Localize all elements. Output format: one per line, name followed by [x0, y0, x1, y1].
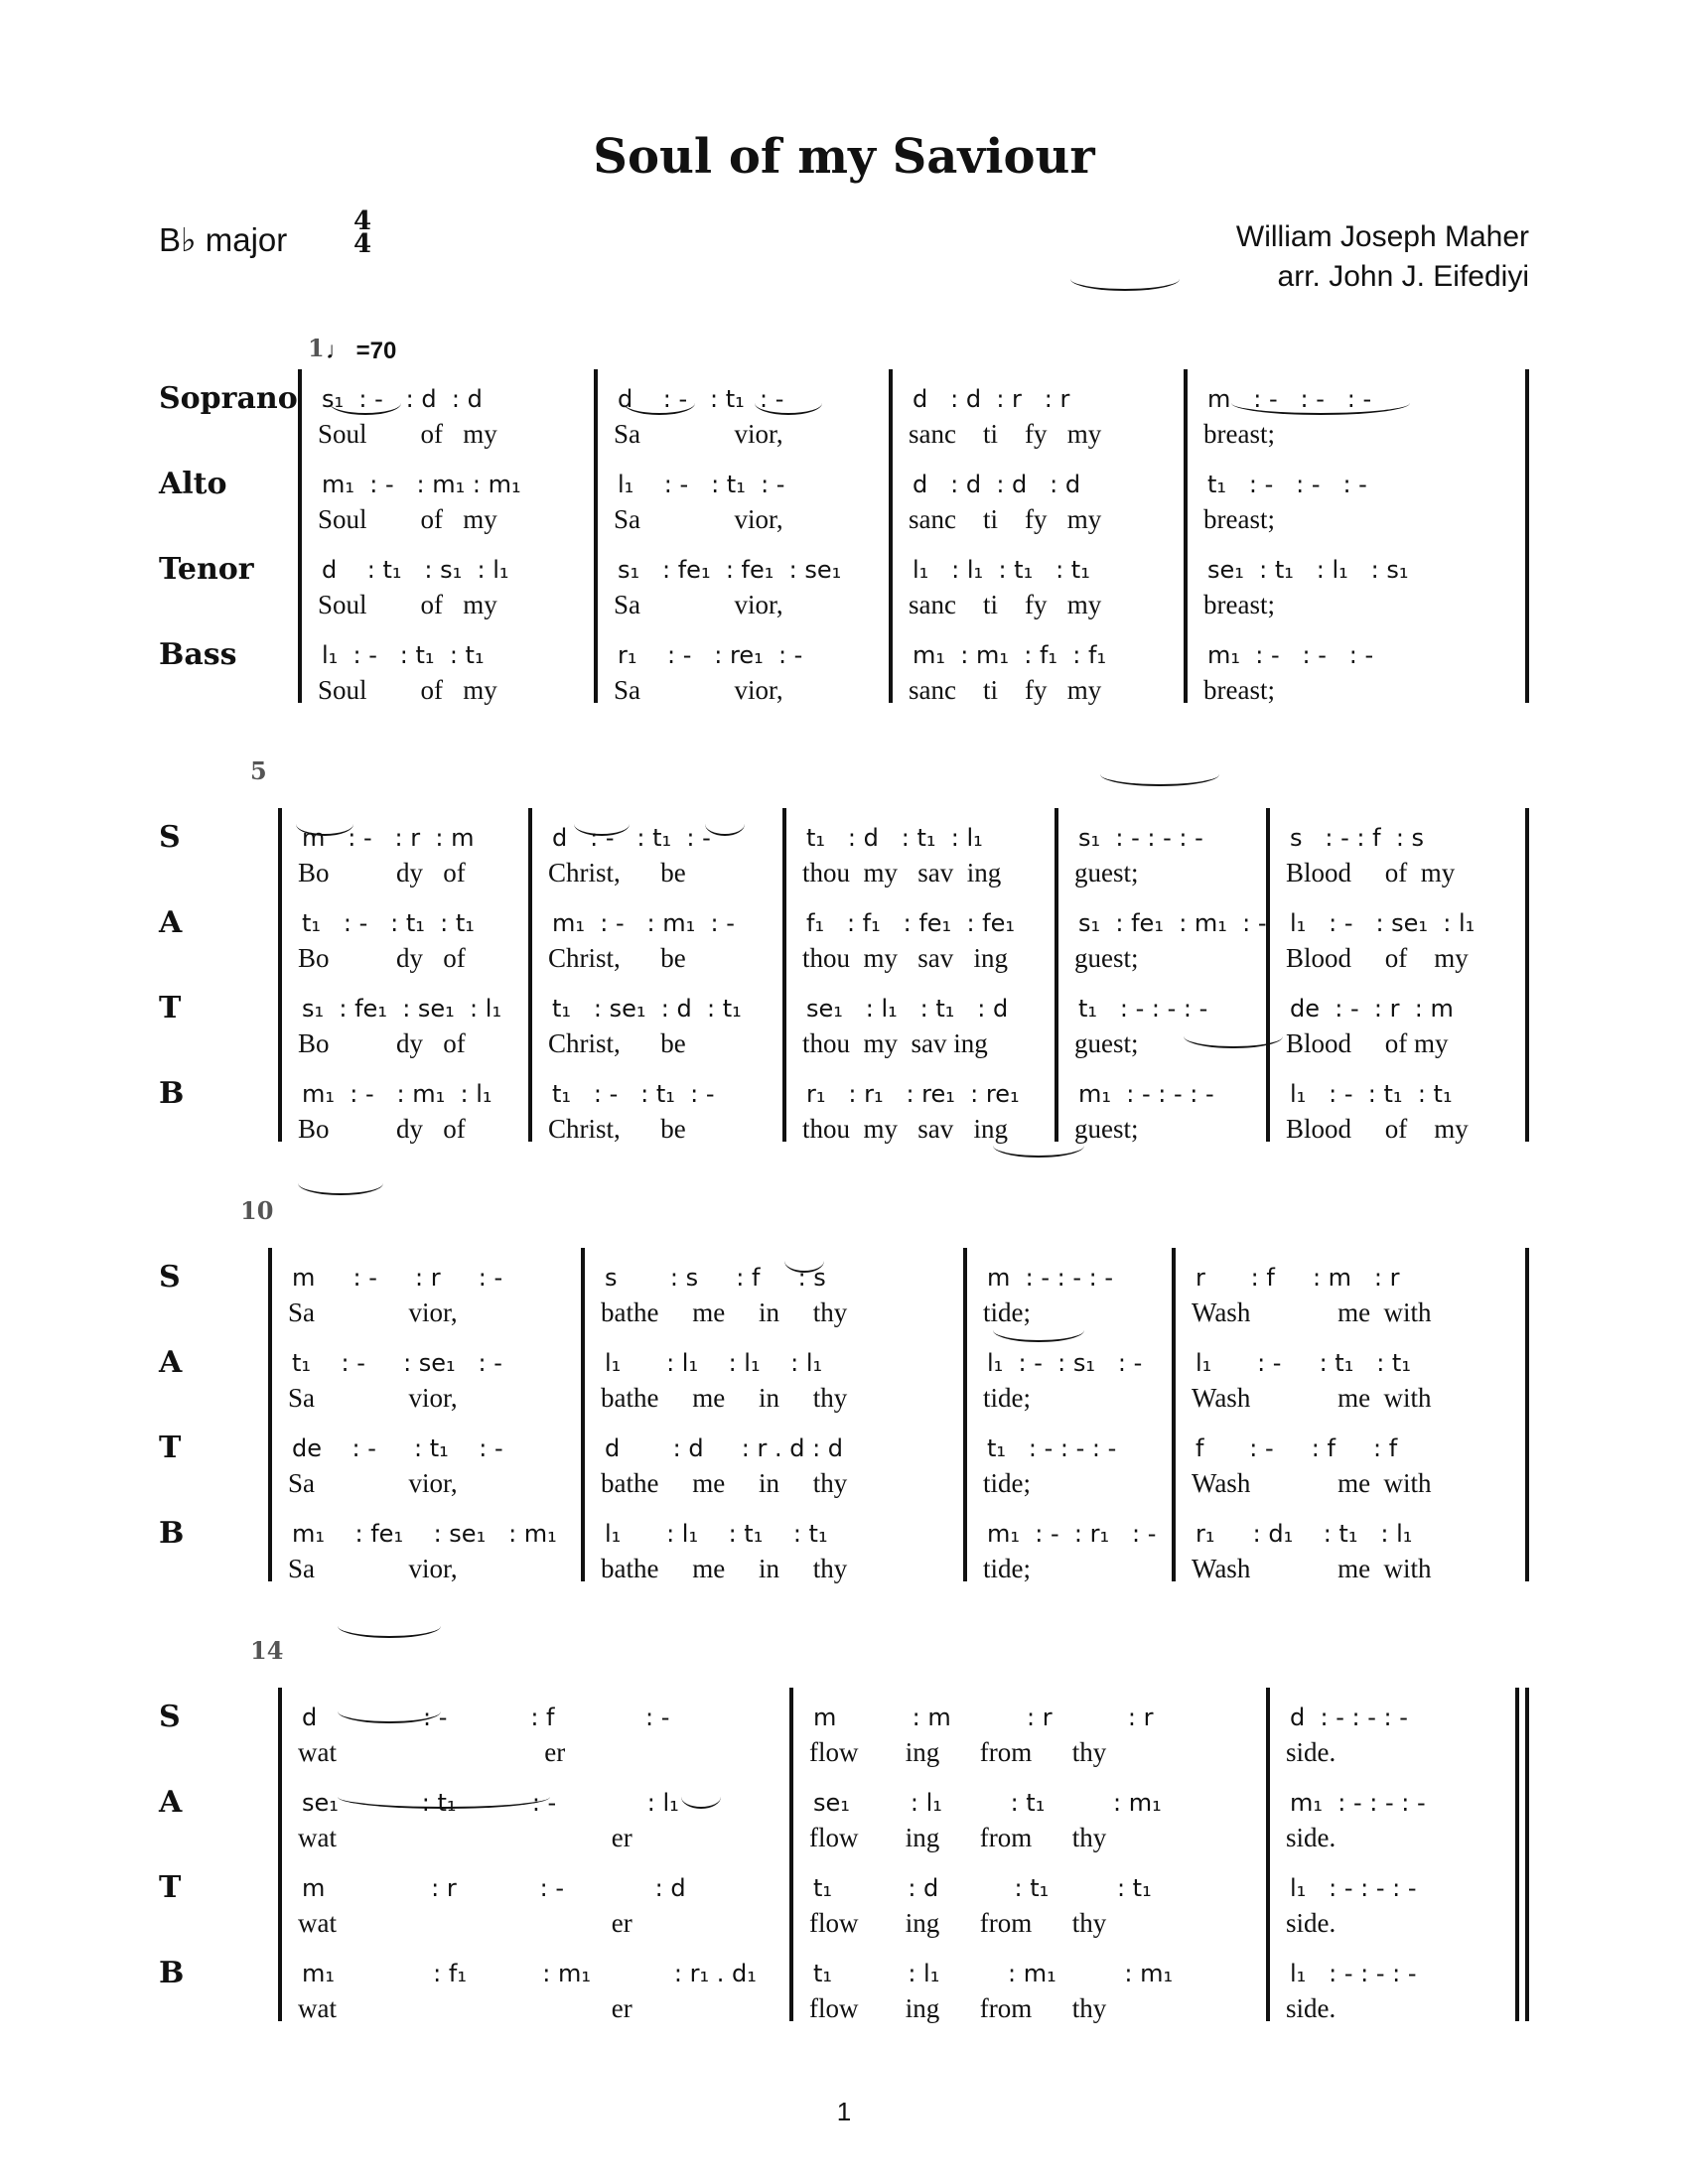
slur [330, 403, 401, 415]
composer: William Joseph Maher [1235, 220, 1529, 253]
barline [782, 808, 786, 1142]
lyric: Sa vior, [614, 504, 783, 534]
measure-number: 1 [308, 334, 325, 362]
lyric: Sa vior, [288, 1297, 458, 1327]
solfa-notes: m : - : r : m [302, 824, 475, 852]
slur [993, 1146, 1084, 1158]
lyric: tide; [983, 1468, 1031, 1498]
solfa-notes: m : - : r : - [292, 1264, 503, 1292]
lyric: Bo dy of [298, 943, 466, 973]
barline [298, 369, 302, 703]
solfa-notes: s₁ : fe₁ : se₁ : l₁ [302, 995, 502, 1023]
measure-number: 10 [240, 1196, 274, 1225]
lyric: sanc ti fy my [909, 504, 1102, 534]
solfa-notes: s : - : f : s [1290, 824, 1425, 852]
lyric: bathe me in thy [601, 1383, 848, 1413]
lyric: thou my sav ing [802, 943, 1008, 973]
barline [1266, 808, 1270, 1142]
barline [1515, 1688, 1519, 2021]
solfa-notes: t₁ : - : t₁ : - [552, 1080, 715, 1108]
measure-number: 14 [250, 1636, 284, 1665]
solfa-notes: t₁ : d : t₁ : t₁ [813, 1874, 1152, 1902]
voice-label: B [159, 1076, 185, 1111]
solfa-notes: d : - : - : - [1290, 1704, 1408, 1731]
solfa-notes: m : m : r : r [813, 1704, 1154, 1731]
solfa-notes: d : d : r . d : d [605, 1434, 844, 1462]
lyric: Christ, be [548, 1114, 686, 1144]
page-number: 1 [836, 2097, 852, 2126]
solfa-notes: l₁ : - : t₁ : t₁ [322, 641, 485, 669]
lyric: Wash me with [1192, 1554, 1432, 1583]
solfa-notes: l₁ : - : t₁ : t₁ [1196, 1349, 1411, 1377]
lyric: wat er [298, 1737, 566, 1767]
lyric: guest; [1074, 943, 1139, 973]
solfa-notes: m₁ : - : m₁ : - [552, 909, 735, 937]
lyric: wat er [298, 1993, 633, 2023]
barline [278, 1688, 282, 2021]
barline [594, 369, 598, 703]
time-signature [353, 206, 372, 259]
lyric: Sa vior, [288, 1383, 458, 1413]
solfa-notes: m : - : - : - [987, 1264, 1114, 1292]
solfa-notes: s₁ : - : - : - [1078, 824, 1203, 852]
barline [1525, 369, 1529, 703]
lyric: wat er [298, 1823, 633, 1852]
lyric: sanc ti fy my [909, 590, 1102, 619]
lyric: side. [1286, 1993, 1336, 2023]
time-signature-bottom: 4 [353, 229, 372, 259]
voice-label: B [159, 1956, 185, 1990]
lyric: bathe me in thy [601, 1468, 848, 1498]
voice-label: T [159, 1431, 182, 1465]
voice-label: A [159, 1785, 183, 1820]
solfa-notes: m₁ : - : - : - [1207, 641, 1374, 669]
solfa-notes: m₁ : - : - : - [1078, 1080, 1214, 1108]
solfa-notes: t₁ : - : - : - [1078, 995, 1208, 1023]
lyric: Sa vior, [614, 590, 783, 619]
lyric: Wash me with [1192, 1297, 1432, 1327]
lyric: Bo dy of [298, 1028, 466, 1058]
solfa-notes: s : s : f : s [605, 1264, 826, 1292]
solfa-notes: t₁ : d : t₁ : l₁ [806, 824, 983, 852]
slur [705, 824, 745, 836]
barline [1184, 369, 1188, 703]
lyric: thou my sav ing [802, 1028, 988, 1058]
lyric: guest; [1074, 1114, 1139, 1144]
solfa-notes: t₁ : l₁ : m₁ : m₁ [813, 1960, 1174, 1987]
voice-label: T [159, 1870, 182, 1905]
solfa-notes: l₁ : - : t₁ : - [618, 471, 785, 498]
solfa-notes: t₁ : se₁ : d : t₁ [552, 995, 742, 1023]
final-barline [1525, 1688, 1529, 2021]
lyric: thou my sav ing [802, 858, 1002, 887]
lyric: Soul of my [318, 590, 497, 619]
solfa-notes: t₁ : - : - : - [987, 1434, 1117, 1462]
voice-label: Bass [159, 637, 237, 672]
lyric: guest; [1074, 858, 1139, 887]
solfa-notes: l₁ : l₁ : t₁ : t₁ [913, 556, 1090, 584]
lyric: side. [1286, 1737, 1336, 1767]
lyric: Bo dy of [298, 1114, 466, 1144]
lyric: Soul of my [318, 419, 497, 449]
lyric: tide; [983, 1554, 1031, 1583]
solfa-notes: l₁ : - : - : - [1290, 1874, 1417, 1902]
solfa-notes: f₁ : f₁ : fe₁ : fe₁ [806, 909, 1015, 937]
solfa-notes: f : - : f : f [1196, 1434, 1398, 1462]
barline [1525, 808, 1529, 1142]
lyric: side. [1286, 1823, 1336, 1852]
lyric: Sa vior, [288, 1554, 458, 1583]
solfa-notes: m₁ : - : r₁ : - [987, 1520, 1157, 1548]
lyric: bathe me in thy [601, 1554, 848, 1583]
solfa-notes: s₁ : fe₁ : m₁ : - [1078, 909, 1267, 937]
voice-label: Tenor [159, 552, 254, 587]
voice-label: S [159, 820, 181, 855]
lyric: sanc ti fy my [909, 675, 1102, 705]
lyric: flow ing from thy [809, 1737, 1107, 1767]
arranger: arr. John J. Eifediyi [1277, 260, 1529, 293]
solfa-notes: m₁ : - : m₁ : m₁ [322, 471, 521, 498]
solfa-notes: m : r : - : d [302, 1874, 686, 1902]
solfa-notes: se₁ : t₁ : l₁ : s₁ [1207, 556, 1409, 584]
lyric: wat er [298, 1908, 633, 1938]
voice-label: S [159, 1260, 181, 1295]
lyric: Christ, be [548, 858, 686, 887]
solfa-notes: m₁ : f₁ : m₁ : r₁ . d₁ [302, 1960, 757, 1987]
solfa-notes: m₁ : fe₁ : se₁ : m₁ [292, 1520, 557, 1548]
voice-label: S [159, 1700, 181, 1734]
score-title: Soul of my Saviour [593, 129, 1095, 185]
lyric: bathe me in thy [601, 1297, 848, 1327]
voice-label: T [159, 991, 182, 1025]
lyric: Blood of my [1286, 1114, 1469, 1144]
lyric: Blood of my [1286, 858, 1456, 887]
voice-label: A [159, 1345, 183, 1380]
voice-label: B [159, 1516, 185, 1551]
voice-label: Alto [159, 467, 227, 501]
lyric: sanc ti fy my [909, 419, 1102, 449]
lyric: Christ, be [548, 943, 686, 973]
solfa-notes: t₁ : - : se₁ : - [292, 1349, 502, 1377]
solfa-notes: d : - : f : - [302, 1704, 670, 1731]
lyric: Wash me with [1192, 1468, 1432, 1498]
solfa-notes: l₁ : l₁ : l₁ : l₁ [605, 1349, 823, 1377]
solfa-notes: r₁ : - : re₁ : - [618, 641, 803, 669]
solfa-notes: m₁ : m₁ : f₁ : f₁ [913, 641, 1107, 669]
solfa-notes: l₁ : - : - : - [1290, 1960, 1417, 1987]
lyric: Blood of my [1286, 943, 1469, 973]
voice-label: A [159, 905, 183, 940]
solfa-notes: d : d : d : d [913, 471, 1081, 498]
lyric: Wash me with [1192, 1383, 1432, 1413]
solfa-notes: de : - : r : m [1290, 995, 1454, 1023]
lyric: breast; [1203, 419, 1275, 449]
solfa-notes: m₁ : - : - : - [1290, 1789, 1426, 1817]
slur [1100, 774, 1219, 786]
slur [755, 403, 822, 415]
barline [278, 808, 282, 1142]
lyric: Soul of my [318, 675, 497, 705]
solfa-notes: r : f : m : r [1196, 1264, 1400, 1292]
solfa-notes: s₁ : fe₁ : fe₁ : se₁ [618, 556, 842, 584]
lyric: Bo dy of [298, 858, 466, 887]
lyric: tide; [983, 1297, 1031, 1327]
barline [528, 808, 532, 1142]
slur [681, 1797, 721, 1809]
slur [298, 1183, 383, 1195]
lyric: Soul of my [318, 504, 497, 534]
lyric: flow ing from thy [809, 1993, 1107, 2023]
solfa-notes: d : - : t₁ : - [552, 824, 711, 852]
barline [1525, 1248, 1529, 1581]
solfa-notes: t₁ : - : - : - [1207, 471, 1367, 498]
slur [338, 1626, 441, 1638]
solfa-notes: d : d : r : r [913, 385, 1070, 413]
slur [1231, 403, 1410, 415]
time-signature-top: 4 [353, 206, 372, 236]
solfa-notes: l₁ : - : t₁ : t₁ [1290, 1080, 1453, 1108]
barline [1172, 1248, 1176, 1581]
solfa-notes: l₁ : - : s₁ : - [987, 1349, 1143, 1377]
barline [1055, 808, 1058, 1142]
solfa-notes: de : - : t₁ : - [292, 1434, 503, 1462]
barline [268, 1248, 272, 1581]
barline [963, 1248, 967, 1581]
tempo-marking: ♩ =70 [326, 338, 397, 364]
voice-label: Soprano [159, 381, 298, 416]
solfa-notes: l₁ : l₁ : t₁ : t₁ [605, 1520, 828, 1548]
solfa-notes: d : t₁ : s₁ : l₁ [322, 556, 509, 584]
solfa-notes: m₁ : - : m₁ : l₁ [302, 1080, 492, 1108]
lyric: tide; [983, 1383, 1031, 1413]
barline [789, 1688, 793, 2021]
lyric: Sa vior, [614, 675, 783, 705]
lyric: side. [1286, 1908, 1336, 1938]
lyric: flow ing from thy [809, 1823, 1107, 1852]
lyric: breast; [1203, 675, 1275, 705]
solfa-notes: r₁ : d₁ : t₁ : l₁ [1196, 1520, 1413, 1548]
solfa-notes: t₁ : - : t₁ : t₁ [302, 909, 475, 937]
measure-number: 5 [250, 756, 267, 785]
solfa-notes: se₁ : l₁ : t₁ : d [806, 995, 1009, 1023]
lyric: Blood of my [1286, 1028, 1449, 1058]
solfa-notes: se₁ : l₁ : t₁ : m₁ [813, 1789, 1162, 1817]
lyric: Christ, be [548, 1028, 686, 1058]
lyric: flow ing from thy [809, 1908, 1107, 1938]
slur [624, 403, 695, 415]
solfa-notes: r₁ : r₁ : re₁ : re₁ [806, 1080, 1020, 1108]
lyric: thou my sav ing [802, 1114, 1008, 1144]
barline [1266, 1688, 1270, 2021]
solfa-notes: l₁ : - : se₁ : l₁ [1290, 909, 1476, 937]
slur [1070, 279, 1180, 291]
solfa-notes: s₁ : - : d : d [322, 385, 483, 413]
solfa-notes: m : - : - : - [1207, 385, 1372, 413]
lyric: breast; [1203, 504, 1275, 534]
solfa-notes: d : - : t₁ : - [618, 385, 784, 413]
lyric: Sa vior, [614, 419, 783, 449]
solfa-notes: se₁ : t₁ : - : l₁ [302, 1789, 679, 1817]
lyric: Sa vior, [288, 1468, 458, 1498]
key-signature: B♭ major [159, 221, 288, 258]
barline [889, 369, 893, 703]
lyric: breast; [1203, 590, 1275, 619]
slur [993, 1330, 1084, 1342]
lyric: guest; [1074, 1028, 1139, 1058]
barline [581, 1248, 585, 1581]
